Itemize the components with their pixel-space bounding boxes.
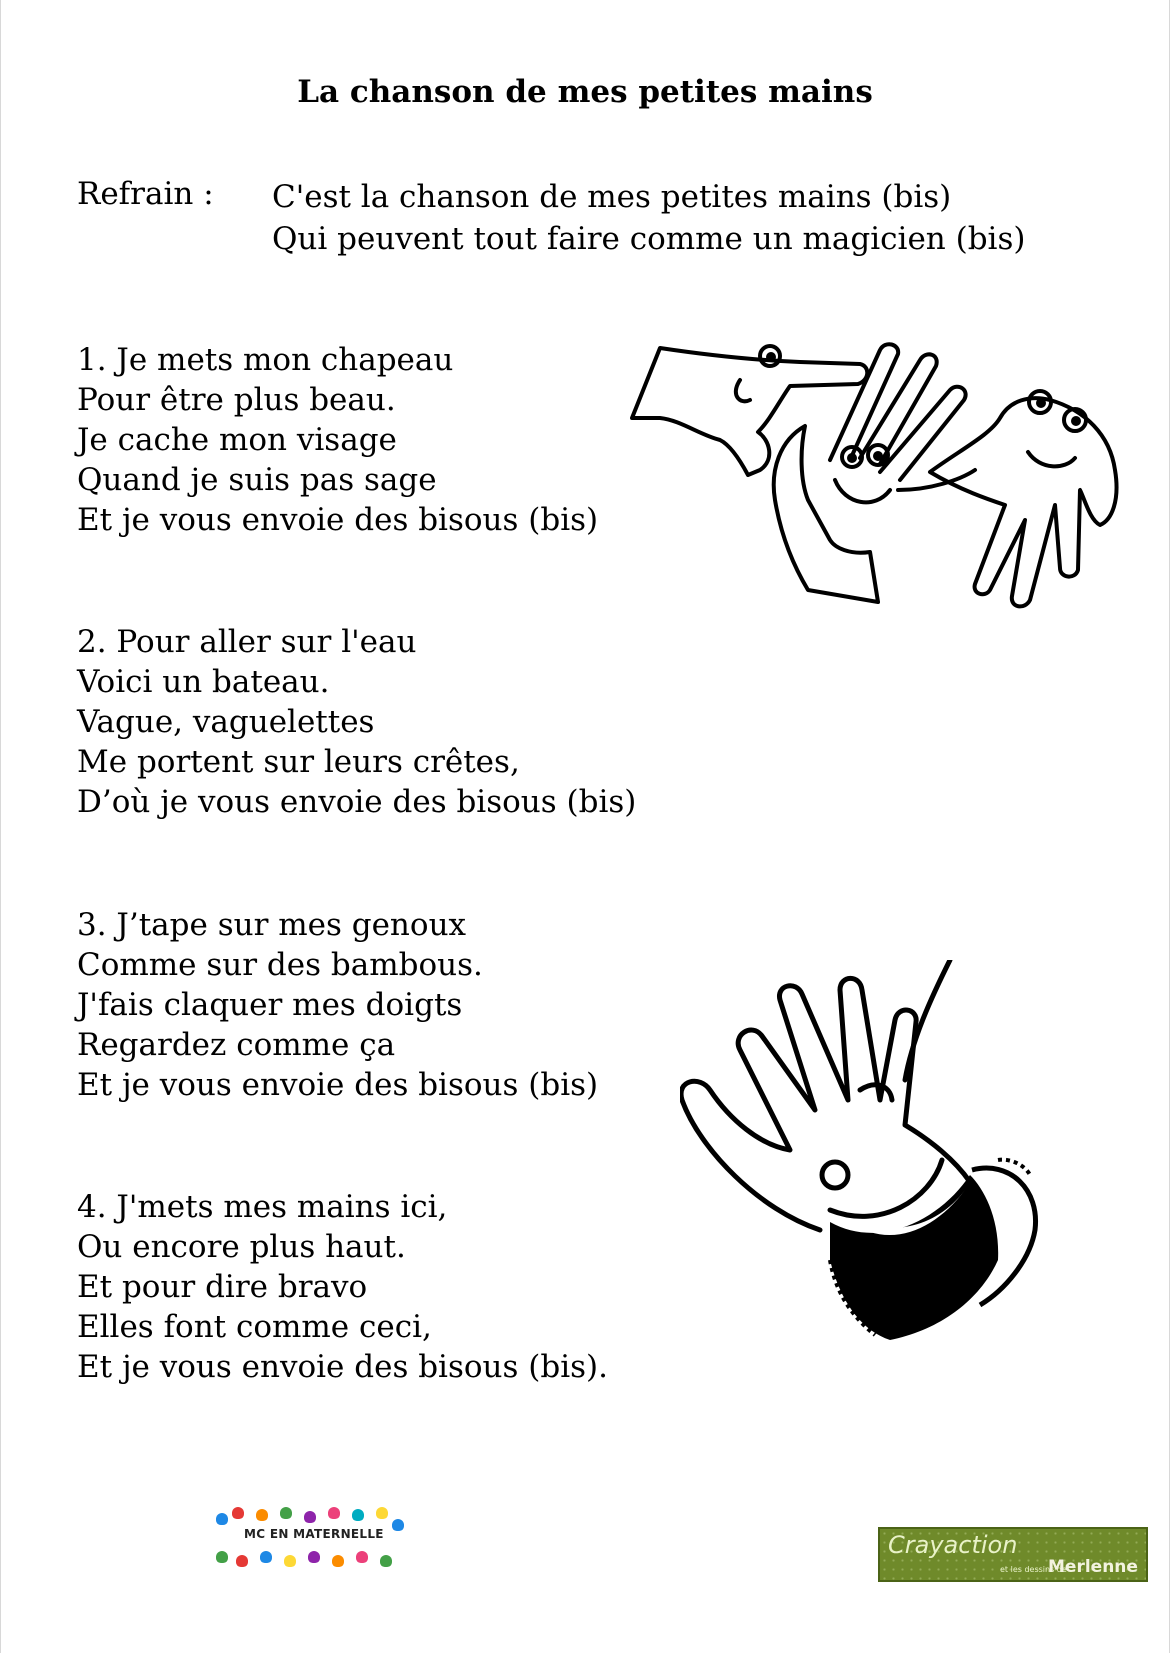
verse-line: Et pour dire bravo bbox=[77, 1269, 368, 1305]
verse-line: Je cache mon visage bbox=[77, 422, 397, 458]
crayaction-logo-subtext: et les dessins de bbox=[1000, 1565, 1067, 1574]
refrain-line: Qui peuvent tout faire comme un magicien (bis) bbox=[272, 221, 1026, 257]
verse-line: Pour être plus beau. bbox=[77, 382, 396, 418]
verse-1 bbox=[77, 340, 598, 540]
hand-print-icon bbox=[376, 1507, 388, 1519]
hand-print-icon bbox=[256, 1509, 268, 1521]
cartoon-hands-icon bbox=[630, 340, 1155, 650]
verse-line: Vague, vaguelettes bbox=[77, 704, 375, 740]
hand-print-icon bbox=[352, 1509, 364, 1521]
hand-print-icon bbox=[304, 1511, 316, 1523]
refrain-line: C'est la chanson de mes petites mains (bis) bbox=[272, 179, 952, 215]
hand-print-icon bbox=[236, 1555, 248, 1567]
hand-print-icon bbox=[284, 1555, 296, 1567]
verse-line: 3. J’tape sur mes genoux bbox=[77, 907, 467, 943]
crayaction-logo-brand: Merlenne bbox=[1048, 1557, 1138, 1577]
hand-print-icon bbox=[356, 1551, 368, 1563]
hand-print-icon bbox=[280, 1507, 292, 1519]
verse-line: Regardez comme ça bbox=[77, 1027, 396, 1063]
hand-print-icon bbox=[332, 1555, 344, 1567]
verse-line: Voici un bateau. bbox=[77, 664, 330, 700]
hand-print-icon bbox=[328, 1507, 340, 1519]
verse-line: 1. Je mets mon chapeau bbox=[77, 342, 454, 378]
verse-3 bbox=[77, 905, 598, 1105]
mc-logo-text: MC EN MATERNELLE bbox=[244, 1527, 384, 1541]
verse-line: D’où je vous envoie des bisous (bis) bbox=[77, 784, 637, 820]
hand-print-icon bbox=[232, 1507, 244, 1519]
verse-line: Et je vous envoie des bisous (bis) bbox=[77, 1067, 599, 1103]
waving-hand-icon bbox=[680, 960, 1080, 1350]
verse-line: Me portent sur leurs crêtes, bbox=[77, 744, 520, 780]
hand-print-icon bbox=[216, 1513, 228, 1525]
verse-line: 2. Pour aller sur l'eau bbox=[77, 624, 417, 660]
hand-print-icon bbox=[216, 1551, 228, 1563]
crayaction-logo-text: Crayaction bbox=[888, 1531, 1018, 1559]
verse-line: Ou encore plus haut. bbox=[77, 1229, 406, 1265]
verse-line: Et je vous envoie des bisous (bis) bbox=[77, 502, 599, 538]
refrain-lines bbox=[272, 176, 1025, 260]
verse-line: Comme sur des bambous. bbox=[77, 947, 483, 983]
verse-line: Quand je suis pas sage bbox=[77, 462, 437, 498]
refrain-label: Refrain : bbox=[77, 176, 214, 212]
mc-en-maternelle-logo bbox=[210, 1505, 410, 1571]
verse-line: 4. J'mets mes mains ici, bbox=[77, 1189, 448, 1225]
hand-print-icon bbox=[380, 1555, 392, 1567]
verse-4 bbox=[77, 1187, 608, 1387]
hand-print-icon bbox=[308, 1551, 320, 1563]
verse-line: Elles font comme ceci, bbox=[77, 1309, 432, 1345]
hand-print-icon bbox=[392, 1519, 404, 1531]
crayaction-logo bbox=[878, 1527, 1148, 1582]
verse-line: Et je vous envoie des bisous (bis). bbox=[77, 1349, 608, 1385]
verse-line: J'fais claquer mes doigts bbox=[77, 987, 463, 1023]
verse-2 bbox=[77, 622, 636, 822]
hand-print-icon bbox=[260, 1551, 272, 1563]
song-title: La chanson de mes petites mains bbox=[297, 74, 873, 110]
